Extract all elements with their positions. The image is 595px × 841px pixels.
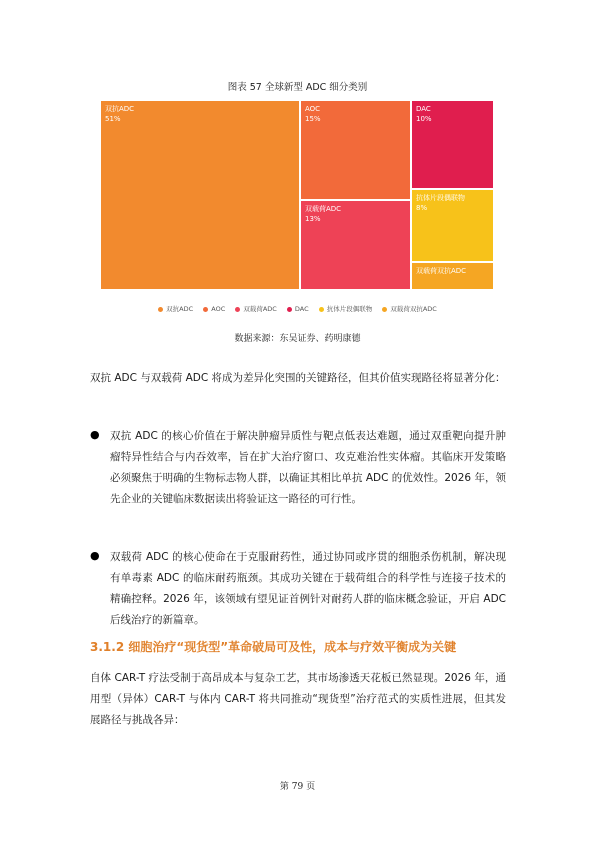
treemap-cell-dual-payload-bispecific	[411, 262, 494, 290]
cell-value: 8%	[416, 204, 428, 212]
legend-label: 双抗ADC	[166, 305, 194, 313]
figure-source: 数据来源：东吴证券、药明康德	[234, 334, 361, 344]
legend-label: DAC	[294, 305, 309, 313]
legend-swatch	[203, 307, 208, 312]
treemap-chart	[100, 100, 494, 290]
cell-name: 双载荷ADC	[305, 205, 342, 213]
legend-item	[287, 305, 309, 313]
legend-label: 抗体片段偶联物	[326, 305, 373, 313]
cell-name: 双抗ADC	[105, 105, 135, 113]
cell-name: 抗体片段偶联物	[416, 194, 465, 202]
treemap-cell-dual-payload-adc	[300, 200, 411, 290]
cell-name: AOC	[305, 105, 321, 113]
bullet-paragraph-dual-payload: 双载荷 ADC 的核心使命在于克服耐药性，通过协同或序贯的细胞杀伤机制，解决现有单毒素 ADC 的临床耐药瓶颈。其成功关键在于载荷组合的科学性与连接子技术的精确控释。2026 年，该领域有望见证首例针对耐药人群的临床概念验证，开启 ADC 后线治疗的新篇章。	[110, 551, 506, 626]
legend-item	[158, 304, 193, 313]
cell-value: 51%	[105, 115, 121, 123]
legend-swatch	[158, 307, 163, 312]
legend-label: AOC	[211, 305, 226, 313]
treemap-cell-aoc	[300, 100, 411, 200]
treemap-cell-dac	[411, 100, 494, 189]
treemap-cell-antibody-fragment	[411, 189, 494, 262]
bullet-paragraph-bispecific: 双抗 ADC 的核心价值在于解决肿瘤异质性与靶点低表达难题，通过双重靶向提升肿瘤特异性结合与内吞效率，旨在扩大治疗窗口、攻克难治性实体瘤。其临床开发策略必须聚焦于明确的生物标志物人群，以确证其相比单抗 ADC 的优效性。2026 年，领先企业的关键临床数据读出将验证这一路径的可行性。	[110, 430, 506, 505]
legend-swatch	[287, 307, 292, 312]
bullet-marker: ●	[90, 549, 100, 562]
section-heading: 3.1.2 细胞治疗“现货型”革命破局可及性，成本与疗效平衡成为关键	[90, 640, 457, 654]
legend-item	[235, 304, 277, 313]
chart-legend	[0, 304, 595, 313]
page-number: 第 79 页	[279, 782, 316, 792]
intro-paragraph: 双抗 ADC 与双载荷 ADC 将成为差异化突围的关键路径，但其价值实现路径将显著分化：	[90, 372, 506, 384]
legend-label: 双载荷ADC	[243, 305, 277, 313]
legend-swatch	[382, 307, 387, 312]
legend-swatch	[235, 307, 240, 312]
cell-value: 15%	[305, 115, 321, 123]
bullet-marker: ●	[90, 428, 100, 441]
legend-swatch	[319, 307, 324, 312]
figure-title: 图表 57 全球新型 ADC 细分类别	[227, 82, 368, 93]
closing-paragraph: 自体 CAR-T 疗法受制于高昂成本与复杂工艺，其市场渗透天花板已然显现。2026 年，通用型（异体）CAR-T 与体内 CAR-T 将共同推动“现货型”治疗范式的实质性进展，但其发展路径与挑战各异：	[90, 672, 506, 726]
cell-name: DAC	[416, 105, 431, 113]
treemap-cell-bispecific-adc	[100, 100, 300, 290]
cell-value: 13%	[305, 215, 321, 223]
legend-label: 双载荷双抗ADC	[390, 305, 437, 313]
legend-item	[382, 304, 437, 313]
legend-item	[319, 304, 373, 313]
cell-value: 10%	[416, 115, 432, 123]
legend-item	[203, 305, 225, 313]
cell-name: 双载荷双抗ADC	[416, 267, 467, 275]
